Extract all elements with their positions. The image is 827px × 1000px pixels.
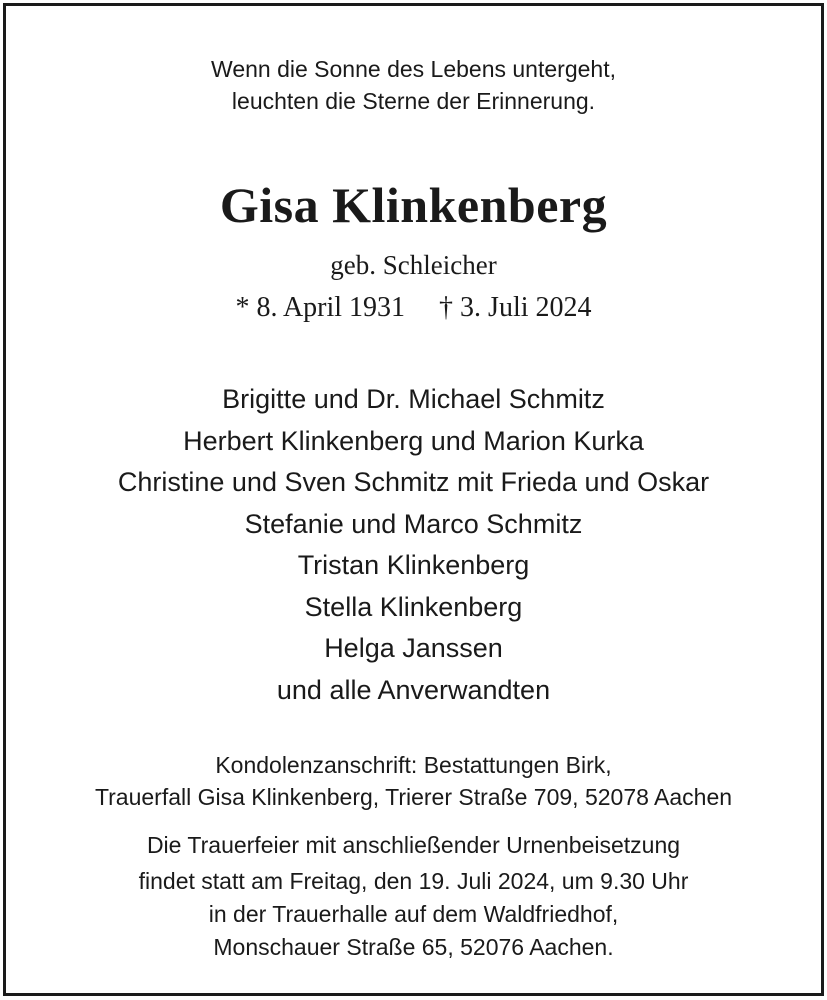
ceremony-line-1: Die Trauerfeier mit anschließender Urnenbeisetzung	[146, 832, 681, 858]
maiden-name: geb. Schleicher	[330, 250, 497, 280]
birth-date: * 8. April 1931	[235, 292, 406, 323]
deceased-name: Gisa Klinkenberg	[219, 177, 608, 233]
mourner-line: Stefanie und Marco Schmitz	[244, 509, 583, 539]
mourner-line: Christine und Sven Schmitz mit Frieda und Oskar	[117, 467, 710, 497]
mourner-line: Stella Klinkenberg	[304, 592, 523, 622]
mourner-line: Helga Janssen	[324, 633, 503, 663]
condolence-line-1: Kondolenzanschrift: Bestattungen Birk,	[215, 752, 612, 778]
mourner-line: und alle Anverwandten	[276, 675, 551, 705]
obituary-notice	[3, 3, 824, 996]
mourner-line: Herbert Klinkenberg und Marion Kurka	[183, 426, 644, 456]
ceremony-line-4: Monschauer Straße 65, 52076 Aachen.	[213, 934, 614, 960]
motto-line-2: leuchten die Sterne der Erinnerung.	[231, 88, 596, 114]
ceremony-line-2: findet statt am Freitag, den 19. Juli 2024, um 9.30 Uhr	[138, 868, 689, 894]
mourner-line: Tristan Klinkenberg	[297, 550, 530, 580]
ceremony-line-3: in der Trauerhalle auf dem Waldfriedhof,	[208, 901, 619, 927]
death-date: † 3. Juli 2024	[439, 292, 592, 323]
condolence-line-2: Trauerfall Gisa Klinkenberg, Trierer Straße 709, 52078 Aachen	[94, 784, 733, 810]
life-dates	[6, 292, 821, 324]
mourner-line: Brigitte und Dr. Michael Schmitz	[222, 384, 605, 414]
motto-line-1: Wenn die Sonne des Lebens untergeht,	[211, 56, 616, 82]
